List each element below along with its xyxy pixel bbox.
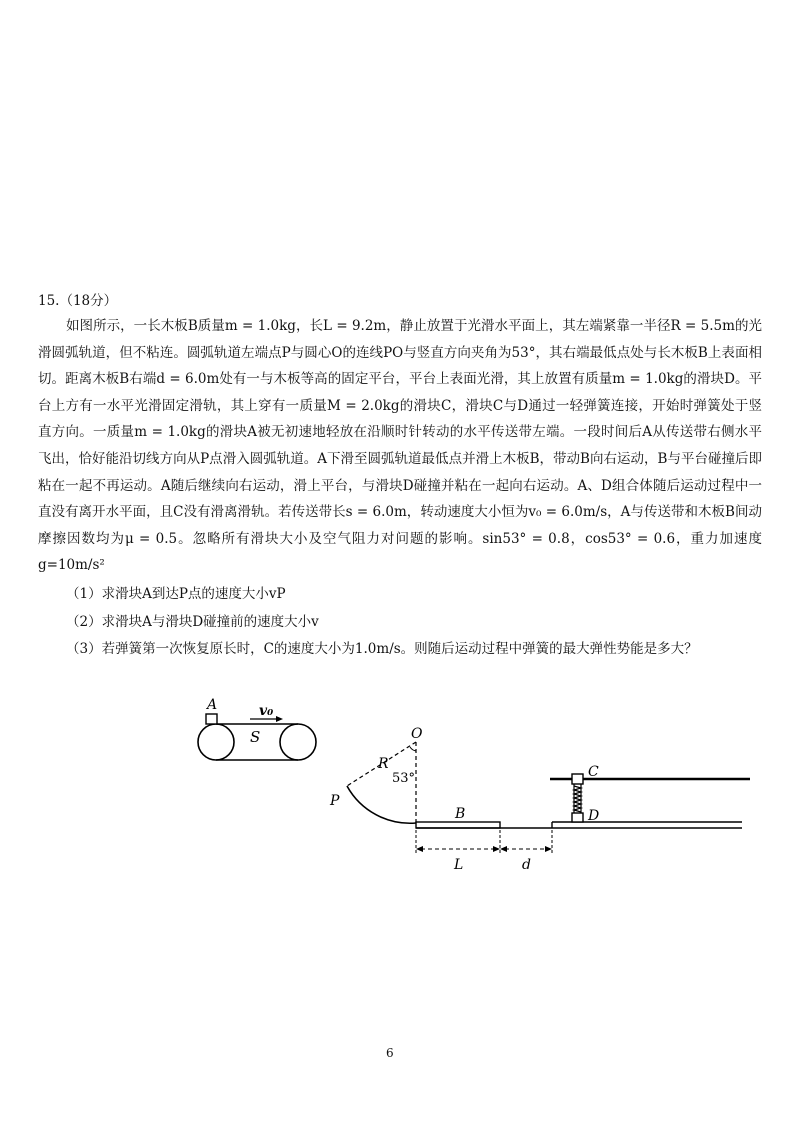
block-c [572,774,583,784]
block-d [572,813,583,822]
dimension-lines [416,830,552,854]
label-l: L [454,857,464,873]
sub-question-1: （1）求滑块A到达P点的速度大小vP [66,586,286,602]
physics-diagram [180,680,750,880]
label-d-dist: d [522,857,531,873]
sub-question-2: （2）求滑块A与滑块D碰撞前的速度大小v [66,614,319,630]
board-b [416,822,500,828]
block-a [206,714,217,724]
label-p: P [330,793,340,809]
page-number: 6 [386,1046,394,1060]
label-a: A [207,697,218,713]
sub-question-3: （3）若弹簧第一次恢复原长时，C的速度大小为1.0m/s。则随后运动过程中弹簧的最大弹性势能是多大？ [66,641,698,657]
label-c: C [588,764,599,780]
label-angle: 53° [392,771,416,786]
spring [574,784,581,813]
label-b: B [455,806,466,822]
question-body: 如图所示，一长木板B质量m = 1.0kg，长L = 9.2m，静止放置于光滑水平面上，其左端紧靠一半径R = 5.5m的光滑圆弧轨道，但不粘连。圆弧轨道左端点P与圆心O的连线PO与竖直方向夹角为53°，其右端最低点处与长木板B上表面相切。距离木板B右端d = 6.0m处有一与木板等高的固定平台，平台上表面光滑，其上放置有质量m = 1.0kg的滑块D。平台上方有一水平光滑固定滑轨，其上穿有一质量M = 2.0kg的滑块C，滑块C与D通过一轻弹簧连接，开始时弹簧处于竖直方向。一质量m = 1.0kg的滑块A被无初速地轻放在沿顺时针转动的水平传送带左端。一段时间后A从传送带右侧水平飞出，恰好能沿切线方向从P点滑入圆弧轨道。A下滑至圆弧轨道最低点并滑上木板B，带动B向右运动，B与平台碰撞后即粘在一起不再运动。A随后继续向右运动，滑上平台，与滑块D碰撞并粘在一起向右运动。A、D组合体随后运动过程中一直没有离开水平面，且C没有滑离滑轨。若传送带长s = 6.0m，转动速度大小恒为v₀ = 6.0m/s，A与传送带和木板B间动摩擦因数均为μ = 0.5。忽略所有滑块大小及空气阻力对问题的影响。sin53° = 0.8，cos53° = 0.6，重力加速度g=10m/s² [38,318,762,574]
label-v0: v₀ [259,703,274,719]
label-d-block: D [588,808,600,824]
label-r: R [378,756,389,772]
label-o: O [411,726,423,742]
label-s: S [250,728,261,746]
question-header: 15.（18分） [38,293,118,309]
